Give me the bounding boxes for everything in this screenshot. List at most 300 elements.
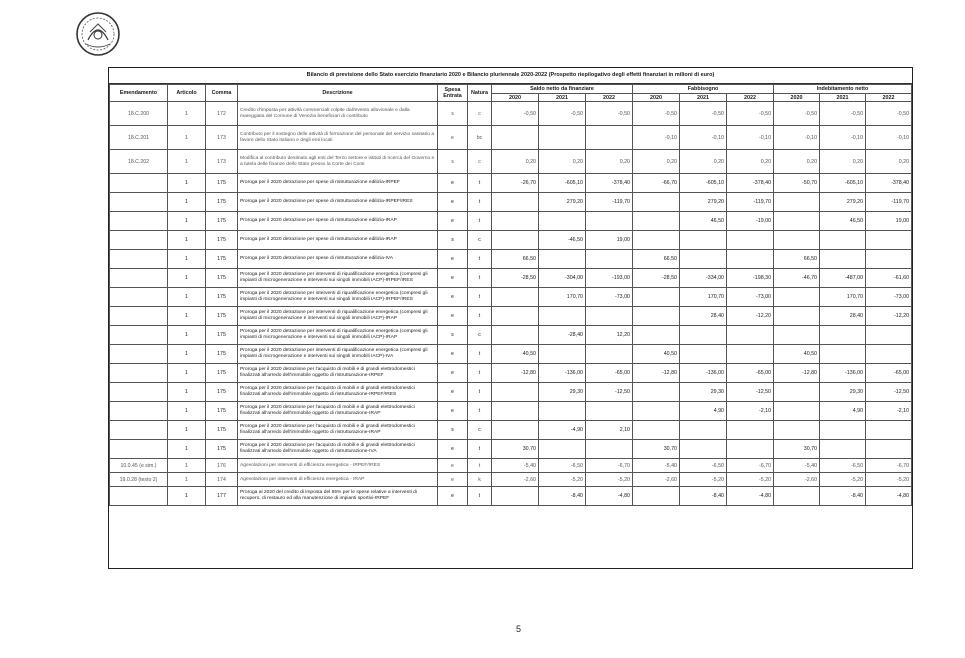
cell-value — [774, 288, 820, 307]
cell-articolo: 1 — [168, 402, 206, 421]
cell-value: -19,00 — [727, 212, 774, 231]
cell-value: 0,20 — [727, 150, 774, 174]
cell-spesa-entrata: e — [438, 288, 468, 307]
cell-value — [774, 421, 820, 440]
cell-value: -2,60 — [492, 473, 539, 487]
cell-spesa-entrata: e — [438, 473, 468, 487]
cell-natura: t — [468, 364, 492, 383]
cell-value: -136,00 — [680, 364, 727, 383]
cell-emendamento — [110, 231, 168, 250]
cell-comma: 175 — [206, 383, 238, 402]
cell-articolo: 1 — [168, 150, 206, 174]
table-row — [110, 440, 912, 459]
cell-value: 29,30 — [539, 383, 586, 402]
cell-spesa-entrata: e — [438, 364, 468, 383]
cell-descrizione: Proroga per il 2020 detrazione per spese di ristrutturazione edilizia-IRAP — [238, 231, 438, 250]
cell-natura: bc — [468, 126, 492, 150]
cell-value: -119,70 — [866, 193, 912, 212]
cell-value — [539, 345, 586, 364]
cell-articolo: 1 — [168, 487, 206, 506]
table-row — [110, 102, 912, 126]
header-saldo-netto: Saldo netto da finanziare — [492, 85, 633, 94]
cell-value: -28,50 — [633, 269, 680, 288]
cell-value: 30,70 — [492, 440, 539, 459]
cell-articolo: 1 — [168, 102, 206, 126]
cell-natura: t — [468, 307, 492, 326]
cell-value: 0,20 — [774, 150, 820, 174]
cell-spesa-entrata: e — [438, 269, 468, 288]
cell-value: -5,40 — [633, 459, 680, 473]
cell-spesa-entrata: e — [438, 402, 468, 421]
header-year: 2021 — [539, 94, 586, 102]
cell-value — [866, 421, 912, 440]
cell-value — [820, 345, 866, 364]
cell-descrizione: Proroga per il 2020 detrazione per spese di ristrutturazione edilizia-IRAP — [238, 212, 438, 231]
government-seal-icon — [74, 10, 122, 58]
cell-value — [492, 326, 539, 345]
cell-emendamento — [110, 269, 168, 288]
table-row — [110, 326, 912, 345]
cell-descrizione: Proroga per il 2020 detrazione per l'acquisto di mobili e di grandi elettrodomestici finalizzati all'arredo dell'immobile oggetto di ristrutturazione-IRPEF — [238, 364, 438, 383]
cell-natura: t — [468, 288, 492, 307]
cell-emendamento — [110, 402, 168, 421]
cell-natura: c — [468, 326, 492, 345]
cell-value: 30,70 — [633, 440, 680, 459]
cell-value — [866, 231, 912, 250]
header-indebitamento-netto: Indebitamento netto — [774, 85, 912, 94]
table-row — [110, 174, 912, 193]
cell-value: 40,50 — [492, 345, 539, 364]
cell-value — [774, 402, 820, 421]
cell-value: -378,40 — [586, 174, 633, 193]
cell-natura: k — [468, 473, 492, 487]
cell-value: -136,00 — [820, 364, 866, 383]
cell-value: -0,10 — [866, 126, 912, 150]
cell-comma: 175 — [206, 402, 238, 421]
cell-comma: 173 — [206, 150, 238, 174]
cell-value — [539, 440, 586, 459]
cell-value: -12,20 — [727, 307, 774, 326]
cell-value — [492, 126, 539, 150]
cell-value — [680, 440, 727, 459]
cell-value — [774, 193, 820, 212]
cell-value: -0,50 — [727, 102, 774, 126]
cell-natura: t — [468, 174, 492, 193]
cell-comma: 173 — [206, 126, 238, 150]
cell-value — [820, 231, 866, 250]
header-descrizione: Descrizione — [238, 85, 438, 102]
header-year: 2022 — [586, 94, 633, 102]
cell-emendamento — [110, 288, 168, 307]
cell-value: -0,10 — [774, 126, 820, 150]
header-year: 2020 — [492, 94, 539, 102]
cell-value: -6,50 — [680, 459, 727, 473]
table-title: Bilancio di previsione dello Stato esercizio finanziario 2020 e Bilancio pluriennale 2020-2022 (Prospetto riepilogativo degli effetti finanziari in milioni di euro) — [109, 68, 912, 84]
cell-articolo: 1 — [168, 269, 206, 288]
cell-value — [586, 345, 633, 364]
cell-value — [633, 383, 680, 402]
header-year: 2022 — [866, 94, 912, 102]
cell-value: -73,00 — [866, 288, 912, 307]
cell-value — [633, 421, 680, 440]
cell-value: 279,20 — [539, 193, 586, 212]
cell-value — [727, 440, 774, 459]
header-year: 2021 — [820, 94, 866, 102]
header-year: 2021 — [680, 94, 727, 102]
cell-value: 46,50 — [680, 212, 727, 231]
cell-comma: 175 — [206, 269, 238, 288]
cell-value: -487,00 — [820, 269, 866, 288]
cell-value: -0,50 — [680, 102, 727, 126]
cell-value: 66,50 — [633, 250, 680, 269]
cell-emendamento: 18.C.201 — [110, 126, 168, 150]
header-emendamento: Emendamento — [110, 85, 168, 102]
cell-comma: 175 — [206, 345, 238, 364]
cell-value: -73,00 — [586, 288, 633, 307]
cell-articolo: 1 — [168, 364, 206, 383]
cell-value: -193,00 — [586, 269, 633, 288]
table-row — [110, 126, 912, 150]
cell-comma: 177 — [206, 487, 238, 506]
cell-spesa-entrata: e — [438, 345, 468, 364]
cell-value — [633, 288, 680, 307]
cell-value — [633, 307, 680, 326]
cell-articolo: 1 — [168, 345, 206, 364]
cell-value: 279,20 — [680, 193, 727, 212]
cell-emendamento: 18.C.200 — [110, 102, 168, 126]
cell-comma: 172 — [206, 102, 238, 126]
cell-descrizione: Modifica al contributo destinato agli enti del Terzo settore e istituti di ricerca del Governo e a tutela delle finanze dello Stato presso la Corte dei Conti — [238, 150, 438, 174]
cell-value — [633, 487, 680, 506]
cell-spesa-entrata: e — [438, 440, 468, 459]
cell-natura: t — [468, 440, 492, 459]
cell-comma: 174 — [206, 473, 238, 487]
table-row — [110, 383, 912, 402]
cell-emendamento: 18.C.202 — [110, 150, 168, 174]
cell-value — [727, 345, 774, 364]
cell-value — [774, 487, 820, 506]
cell-natura: t — [468, 459, 492, 473]
cell-natura: c — [468, 231, 492, 250]
cell-spesa-entrata: e — [438, 126, 468, 150]
cell-value — [866, 440, 912, 459]
cell-value — [586, 126, 633, 150]
cell-articolo: 1 — [168, 440, 206, 459]
cell-articolo: 1 — [168, 231, 206, 250]
cell-emendamento — [110, 307, 168, 326]
cell-spesa-entrata: e — [438, 459, 468, 473]
table-row — [110, 269, 912, 288]
cell-value — [680, 345, 727, 364]
cell-value: 28,40 — [820, 307, 866, 326]
cell-value: -0,10 — [680, 126, 727, 150]
cell-value — [539, 212, 586, 231]
cell-value — [492, 288, 539, 307]
cell-value: 0,20 — [820, 150, 866, 174]
table-row — [110, 288, 912, 307]
cell-articolo: 1 — [168, 250, 206, 269]
cell-spesa-entrata: s — [438, 102, 468, 126]
cell-value — [820, 326, 866, 345]
cell-value: 29,30 — [820, 383, 866, 402]
cell-value — [774, 326, 820, 345]
cell-descrizione: Proroga per il 2020 detrazione per l'acquisto di mobili e di grandi elettrodomestici finalizzati all'arredo dell'immobile oggetto di ristrutturazione-IRAP — [238, 402, 438, 421]
cell-natura: t — [468, 487, 492, 506]
cell-spesa-entrata: e — [438, 307, 468, 326]
cell-value: -65,00 — [586, 364, 633, 383]
cell-descrizione: Agevolazioni per interventi di efficienza energetica - IRAP — [238, 473, 438, 487]
cell-articolo: 1 — [168, 307, 206, 326]
cell-value: -5,40 — [492, 459, 539, 473]
cell-comma: 175 — [206, 174, 238, 193]
cell-value: -304,00 — [539, 269, 586, 288]
cell-comma: 175 — [206, 193, 238, 212]
cell-natura: t — [468, 193, 492, 212]
cell-natura: t — [468, 345, 492, 364]
cell-value: -12,50 — [866, 383, 912, 402]
cell-value: -12,20 — [866, 307, 912, 326]
cell-value: 66,50 — [774, 250, 820, 269]
cell-value: -5,20 — [727, 473, 774, 487]
cell-value: 46,50 — [820, 212, 866, 231]
cell-spesa-entrata: s — [438, 150, 468, 174]
cell-value: -0,50 — [586, 102, 633, 126]
cell-articolo: 1 — [168, 383, 206, 402]
cell-comma: 175 — [206, 212, 238, 231]
cell-value: -0,10 — [820, 126, 866, 150]
cell-value: -26,70 — [492, 174, 539, 193]
cell-descrizione: Proroga per il 2020 detrazione per spese di ristrutturazione edilizia-IRPEF — [238, 174, 438, 193]
cell-spesa-entrata: s — [438, 231, 468, 250]
cell-natura: t — [468, 383, 492, 402]
cell-value: 0,20 — [633, 150, 680, 174]
cell-emendamento — [110, 421, 168, 440]
cell-value: 40,50 — [774, 345, 820, 364]
cell-value — [586, 440, 633, 459]
cell-value: -605,10 — [680, 174, 727, 193]
cell-value: -6,50 — [820, 459, 866, 473]
cell-descrizione: Proroga per il 2020 detrazione per interventi di riqualificazione energetica (compresi gli impianti di microgenerazione e interventi sui singoli immobili IACP)-IRAP — [238, 326, 438, 345]
cell-value: -2,10 — [866, 402, 912, 421]
cell-value: -12,50 — [727, 383, 774, 402]
cell-value — [866, 345, 912, 364]
cell-emendamento — [110, 212, 168, 231]
cell-natura: t — [468, 212, 492, 231]
cell-value: -8,40 — [539, 487, 586, 506]
cell-value: 30,70 — [774, 440, 820, 459]
cell-value: -4,80 — [586, 487, 633, 506]
cell-articolo: 1 — [168, 212, 206, 231]
cell-descrizione: Proroga per il 2020 detrazione per l'acquisto di mobili e di grandi elettrodomestici finalizzati all'arredo dell'immobile oggetto di ristrutturazione-IRPEF/IRES — [238, 383, 438, 402]
cell-spesa-entrata: e — [438, 212, 468, 231]
cell-value: 29,30 — [680, 383, 727, 402]
cell-value — [492, 231, 539, 250]
cell-value: -378,40 — [727, 174, 774, 193]
cell-value — [820, 250, 866, 269]
cell-value — [820, 440, 866, 459]
cell-value: -61,60 — [866, 269, 912, 288]
cell-descrizione: Proroga per il 2020 detrazione per interventi di riqualificazione energetica (compresi gli impianti di microgenerazione e interventi sui singoli immobili IACP)-IVA — [238, 345, 438, 364]
cell-value — [680, 326, 727, 345]
cell-value: 66,50 — [492, 250, 539, 269]
cell-value: -12,80 — [633, 364, 680, 383]
cell-value — [680, 231, 727, 250]
cell-value: 19,00 — [586, 231, 633, 250]
cell-emendamento — [110, 383, 168, 402]
cell-emendamento — [110, 345, 168, 364]
cell-value: -6,50 — [539, 459, 586, 473]
cell-value: 0,20 — [539, 150, 586, 174]
cell-value: -0,50 — [820, 102, 866, 126]
financial-effects-table — [109, 84, 912, 506]
cell-value: 28,40 — [680, 307, 727, 326]
table-row — [110, 364, 912, 383]
cell-spesa-entrata: e — [438, 174, 468, 193]
cell-comma: 175 — [206, 364, 238, 383]
cell-value — [774, 383, 820, 402]
cell-emendamento — [110, 487, 168, 506]
table-row — [110, 459, 912, 473]
header-year: 2020 — [633, 94, 680, 102]
cell-value: -4,80 — [866, 487, 912, 506]
cell-comma: 175 — [206, 440, 238, 459]
cell-value: 0,20 — [586, 150, 633, 174]
cell-value: -5,20 — [539, 473, 586, 487]
cell-value: 4,90 — [820, 402, 866, 421]
table-row — [110, 421, 912, 440]
cell-value — [633, 402, 680, 421]
cell-descrizione: Proroga per il 2020 detrazione per l'acquisto di mobili e di grandi elettrodomestici finalizzati all'arredo dell'immobile oggetto di ristrutturazione-IVA — [238, 440, 438, 459]
cell-value: -5,20 — [680, 473, 727, 487]
cell-value: -50,70 — [774, 174, 820, 193]
cell-emendamento — [110, 250, 168, 269]
table-row — [110, 193, 912, 212]
cell-value — [727, 231, 774, 250]
cell-comma: 175 — [206, 250, 238, 269]
cell-value — [866, 250, 912, 269]
cell-value: -198,30 — [727, 269, 774, 288]
table-row — [110, 345, 912, 364]
cell-value — [492, 383, 539, 402]
cell-value: -66,70 — [633, 174, 680, 193]
cell-articolo: 1 — [168, 473, 206, 487]
cell-value: -46,50 — [539, 231, 586, 250]
header-spesa-entrata: Spesa Entrata — [438, 85, 468, 102]
cell-value — [539, 250, 586, 269]
cell-value: -0,50 — [866, 102, 912, 126]
cell-spesa-entrata: e — [438, 487, 468, 506]
cell-emendamento — [110, 364, 168, 383]
cell-value — [492, 212, 539, 231]
cell-value — [586, 250, 633, 269]
cell-articolo: 1 — [168, 421, 206, 440]
cell-value — [492, 487, 539, 506]
cell-descrizione: Proroga per il 2020 detrazione per interventi di riqualificazione energetica (compresi gli impianti di microgenerazione e interventi sui singoli immobili IACP)-IRPEF/IRES — [238, 269, 438, 288]
cell-value — [774, 307, 820, 326]
table-row — [110, 473, 912, 487]
cell-value: -0,10 — [727, 126, 774, 150]
cell-value: -28,40 — [539, 326, 586, 345]
cell-value: -4,90 — [539, 421, 586, 440]
cell-articolo: 1 — [168, 193, 206, 212]
cell-value: 19,00 — [866, 212, 912, 231]
cell-value — [586, 307, 633, 326]
cell-articolo: 1 — [168, 288, 206, 307]
header-year: 2022 — [727, 94, 774, 102]
cell-natura: t — [468, 269, 492, 288]
cell-value — [727, 421, 774, 440]
cell-value: -12,80 — [774, 364, 820, 383]
cell-value — [633, 193, 680, 212]
cell-value: 279,20 — [820, 193, 866, 212]
table-row — [110, 231, 912, 250]
cell-value — [866, 326, 912, 345]
cell-value: 170,70 — [680, 288, 727, 307]
table-row — [110, 250, 912, 269]
cell-value: -334,00 — [680, 269, 727, 288]
cell-articolo: 1 — [168, 326, 206, 345]
header-natura: Natura — [468, 85, 492, 102]
cell-value: 0,20 — [680, 150, 727, 174]
cell-emendamento: 19.0.28 (testo 2) — [110, 473, 168, 487]
cell-descrizione: Proroga per il 2020 detrazione per interventi di riqualificazione energetica (compresi gli impianti di microgenerazione e interventi sui singoli immobili IACP)-IRAP — [238, 307, 438, 326]
cell-value: 12,20 — [586, 326, 633, 345]
cell-value: -65,00 — [727, 364, 774, 383]
cell-emendamento — [110, 440, 168, 459]
cell-natura: c — [468, 102, 492, 126]
cell-comma: 175 — [206, 288, 238, 307]
cell-value: -65,00 — [866, 364, 912, 383]
cell-value: -378,40 — [866, 174, 912, 193]
cell-spesa-entrata: e — [438, 383, 468, 402]
cell-value: -605,10 — [820, 174, 866, 193]
cell-value: -5,20 — [820, 473, 866, 487]
cell-value: -5,20 — [586, 473, 633, 487]
cell-value — [492, 402, 539, 421]
cell-value: -46,70 — [774, 269, 820, 288]
cell-natura: c — [468, 421, 492, 440]
cell-value: -0,50 — [492, 102, 539, 126]
cell-value: -5,40 — [774, 459, 820, 473]
cell-comma: 175 — [206, 231, 238, 250]
cell-value — [633, 231, 680, 250]
cell-value: -8,40 — [820, 487, 866, 506]
cell-value: 170,70 — [820, 288, 866, 307]
cell-value: -2,10 — [727, 402, 774, 421]
cell-value: -4,80 — [727, 487, 774, 506]
cell-value: -6,70 — [866, 459, 912, 473]
cell-value: -12,50 — [586, 383, 633, 402]
cell-value: -136,00 — [539, 364, 586, 383]
cell-value — [539, 402, 586, 421]
cell-descrizione: Credito d'imposta per attività commerciali colpite dall'evento alluvionale e dalla mareggiata del Comune di Venezia beneficiari di contributo — [238, 102, 438, 126]
cell-value: -6,70 — [586, 459, 633, 473]
header-fabbisogno: Fabbisogno — [633, 85, 774, 94]
cell-articolo: 1 — [168, 126, 206, 150]
header-year: 2020 — [774, 94, 820, 102]
cell-spesa-entrata: e — [438, 193, 468, 212]
table-row — [110, 402, 912, 421]
cell-natura: t — [468, 250, 492, 269]
cell-natura: t — [468, 402, 492, 421]
cell-spesa-entrata: e — [438, 250, 468, 269]
cell-value: -28,50 — [492, 269, 539, 288]
cell-value — [774, 231, 820, 250]
cell-descrizione: Agevolazioni per interventi di efficienza energetica - IRPEF/IRES — [238, 459, 438, 473]
financial-table-frame — [108, 67, 913, 569]
cell-descrizione: Proroga al 2020 del credito di imposta del 65% per le spese relative a interventi di recupero, di restauro ed alla manutenzione di impianti sportivi-IRPEF — [238, 487, 438, 506]
cell-descrizione: Proroga per il 2020 detrazione per l'acquisto di mobili e di grandi elettrodomestici finalizzati all'arredo dell'immobile oggetto di ristrutturazione-IRAP — [238, 421, 438, 440]
